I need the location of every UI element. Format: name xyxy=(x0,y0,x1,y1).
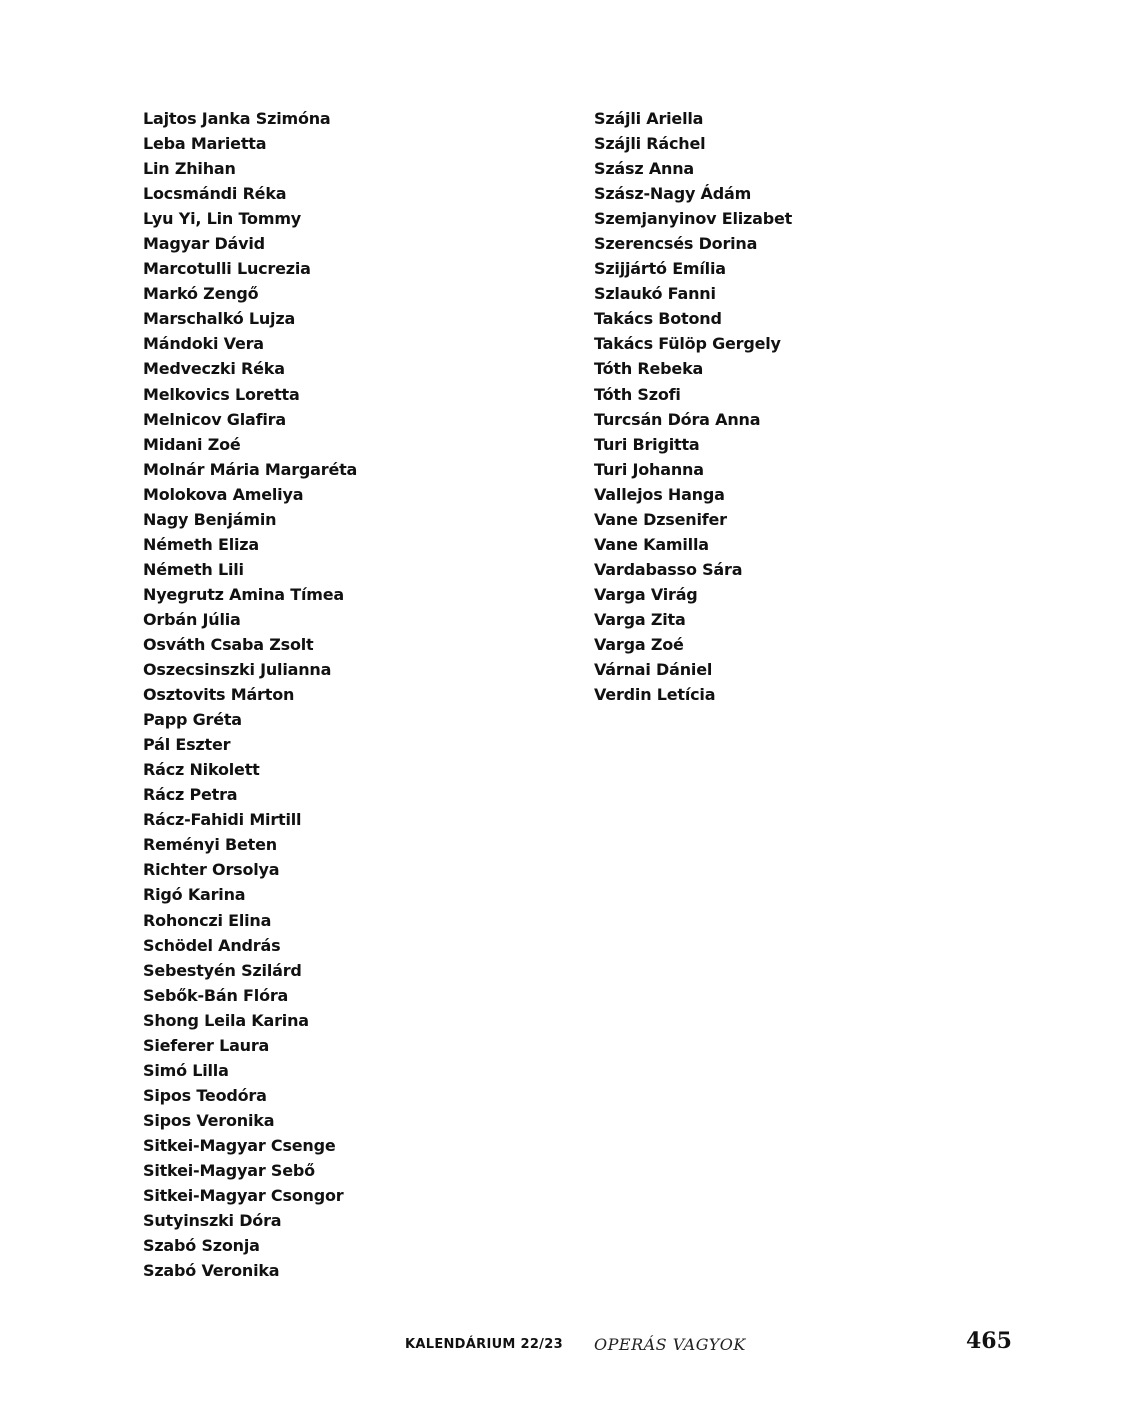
name-entry: Rácz-Fahidi Mirtill xyxy=(143,810,302,830)
name-entry: Sitkei-Magyar Sebő xyxy=(143,1160,315,1180)
name-entry: Mándoki Vera xyxy=(143,334,264,354)
name-entry: Shong Leila Karina xyxy=(143,1010,309,1030)
name-entry: Tóth Rebeka xyxy=(594,359,704,379)
names-list-left xyxy=(143,106,563,1283)
name-entry: Markó Zengő xyxy=(143,284,259,304)
name-entry: Reményi Beten xyxy=(143,835,277,855)
name-entry: Simó Lilla xyxy=(143,1060,229,1080)
name-entry: Németh Eliza xyxy=(143,534,259,554)
page-footer xyxy=(0,1326,1123,1366)
name-entry: Szabó Veronika xyxy=(143,1261,280,1281)
name-entry: Molnár Mária Margaréta xyxy=(143,459,358,479)
name-entry: Sitkei-Magyar Csongor xyxy=(143,1186,344,1206)
name-entry: Lyu Yi, Lin Tommy xyxy=(143,209,302,229)
name-entry: Szájli Ariella xyxy=(594,109,704,128)
name-entry: Richter Orsolya xyxy=(143,860,280,880)
name-entry: Lin Zhihan xyxy=(143,159,236,179)
name-entry: Szász-Nagy Ádám xyxy=(594,184,752,204)
name-entry: Rácz Petra xyxy=(143,785,238,805)
name-entry: Verdin Letícia xyxy=(594,685,716,705)
name-entry: Szlaukó Fanni xyxy=(594,284,716,304)
footer-publication: KALENDÁRIUM 22/23 xyxy=(405,1337,563,1352)
names-list-right xyxy=(594,106,1014,707)
name-entry: Szabó Szonja xyxy=(143,1236,260,1256)
name-entry: Szász Anna xyxy=(594,159,695,179)
name-entry: Szemjanyinov Elizabet xyxy=(594,209,793,229)
name-entry: Varga Virág xyxy=(594,584,698,604)
name-entry: Szijjártó Emília xyxy=(594,259,726,279)
name-entry: Várnai Dániel xyxy=(594,660,713,680)
name-entry: Varga Zoé xyxy=(594,634,684,654)
name-entry: Orbán Júlia xyxy=(143,609,241,629)
name-entry: Sipos Teodóra xyxy=(143,1085,267,1105)
name-entry: Sebők-Bán Flóra xyxy=(143,985,289,1005)
name-entry: Szerencsés Dorina xyxy=(594,234,758,254)
name-entry: Marcotulli Lucrezia xyxy=(143,259,311,279)
name-entry: Locsmándi Réka xyxy=(143,184,287,204)
name-entry: Takács Fülöp Gergely xyxy=(594,334,781,354)
name-entry: Vallejos Hanga xyxy=(594,484,725,504)
name-entry: Nyegrutz Amina Tímea xyxy=(143,584,344,604)
name-entry: Marschalkó Lujza xyxy=(143,309,296,329)
name-entry: Sipos Veronika xyxy=(143,1110,275,1130)
name-entry: Rohonczi Elina xyxy=(143,910,272,930)
name-entry: Sieferer Laura xyxy=(143,1035,270,1055)
name-entry: Oszecsinszki Julianna xyxy=(143,660,332,680)
name-entry: Turcsán Dóra Anna xyxy=(594,409,761,429)
footer-series-title: OPERÁS VAGYOK xyxy=(594,1335,746,1354)
name-entry: Melkovics Loretta xyxy=(143,384,300,404)
name-entry: Leba Marietta xyxy=(143,134,267,154)
name-entry: Tóth Szofi xyxy=(594,384,681,404)
name-entry: Takács Botond xyxy=(594,309,722,329)
name-entry: Vane Kamilla xyxy=(594,534,709,554)
name-entry: Schödel András xyxy=(143,935,281,955)
name-entry: Rigó Karina xyxy=(143,885,246,905)
name-entry: Vane Dzsenifer xyxy=(594,509,727,529)
name-entry: Sutyinszki Dóra xyxy=(143,1211,282,1231)
name-entry: Molokova Ameliya xyxy=(143,484,304,504)
name-entry: Lajtos Janka Szimóna xyxy=(143,109,331,128)
page-number: 465 xyxy=(966,1328,1012,1354)
name-entry: Turi Johanna xyxy=(594,459,704,479)
name-entry: Midani Zoé xyxy=(143,434,241,454)
name-entry: Pál Eszter xyxy=(143,735,231,755)
name-entry: Rácz Nikolett xyxy=(143,760,260,780)
name-entry: Nagy Benjámin xyxy=(143,509,277,529)
name-entry: Medveczki Réka xyxy=(143,359,285,379)
name-entry: Sitkei-Magyar Csenge xyxy=(143,1135,336,1155)
name-entry: Magyar Dávid xyxy=(143,234,265,254)
name-entry: Sebestyén Szilárd xyxy=(143,960,302,980)
name-entry: Szájli Ráchel xyxy=(594,134,706,154)
name-entry: Varga Zita xyxy=(594,609,686,629)
name-entry: Turi Brigitta xyxy=(594,434,700,454)
name-entry: Osztovits Márton xyxy=(143,685,295,705)
name-entry: Melnicov Glafira xyxy=(143,409,286,429)
name-entry: Németh Lili xyxy=(143,559,244,579)
name-entry: Osváth Csaba Zsolt xyxy=(143,634,314,654)
name-entry: Papp Gréta xyxy=(143,710,242,730)
name-entry: Vardabasso Sára xyxy=(594,559,743,579)
